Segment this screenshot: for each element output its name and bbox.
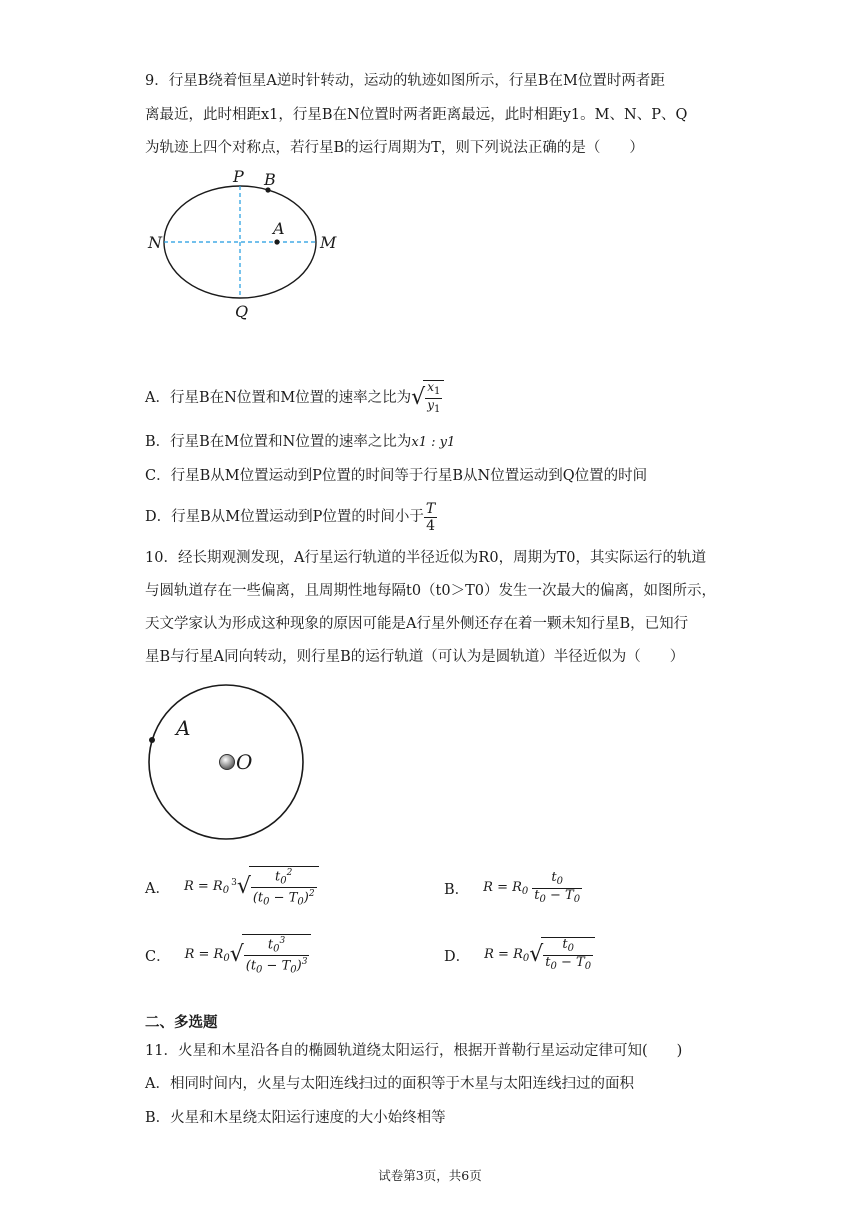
q10-option-c-label: C．: [145, 948, 171, 965]
q11-line-1: 11．火星和木星沿各自的椭圆轨道绕太阳运行，根据开普勒行星运动定律可知( ): [145, 1043, 683, 1059]
planet-a-dot: [149, 737, 155, 743]
q9-line-1: 9．行星B绕着恒星A逆时针转动，运动的轨迹如图所示，行星B在M位置时两者距: [145, 73, 665, 89]
q10-option-c: C． $R = R_0$ √ $\frac{t_0^3}{(t_0 - T_0)^3}$: [145, 930, 311, 980]
q10-option-b: B． $R = R_0$ $\frac{t_0}{t_0 - T_0}$: [444, 869, 581, 905]
q9-option-a-fraction: $\frac{x_1}{y_1}$: [427, 380, 441, 415]
q9-option-a-text: A．行星B在N位置和M位置的速率之比为: [145, 390, 412, 406]
q10-line-2: 与圆轨道存在一些偏离，且周期性地每隔t0（t0＞T0）发生一次最大的偏离，如图所示，: [145, 583, 716, 599]
label-p: P: [233, 167, 244, 186]
q9-orbit-figure: [140, 162, 350, 322]
center-body: [220, 755, 235, 770]
q10-line-1: 10．经长期观测发现，A行星运行轨道的半径近似为R0，周期为T0，其实际运行的轨道: [145, 550, 706, 566]
q10-option-a: A． $R = R_0$ 3 √ $\frac{t_0^2}{(t_0 - T_0)^2}$: [145, 862, 319, 912]
q9-option-a: [145, 378, 444, 418]
q9-option-d-text: D．行星B从M位置运动到P位置的时间小于: [145, 509, 424, 525]
q10-option-d-label: D．: [444, 948, 471, 965]
q10-line-3: 天文学家认为形成这种现象的原因可能是A行星外侧还存在着一颗未知行星B，已知行: [145, 616, 689, 632]
q9-option-d: [145, 497, 437, 537]
sqrt-symbol: √: [411, 385, 426, 410]
page-footer: 试卷第3页，共6页: [378, 1168, 482, 1183]
q9-option-b: [145, 432, 455, 453]
label-m: M: [320, 233, 337, 252]
q10-option-d: D． $R = R_0$ √ $\frac{t_0}{t_0 - T_0}$: [444, 932, 595, 978]
label-b: B: [264, 170, 276, 189]
q10-orbit-figure: [140, 678, 320, 848]
q9-option-c: C．行星B从M位置运动到P位置的时间等于行星B从N位置运动到Q位置的时间: [145, 468, 648, 484]
q9-option-b-text: B．行星B在M位置和N位置的速率之比为: [145, 434, 412, 450]
label-q: Q: [235, 302, 249, 321]
star-a-dot: [274, 239, 279, 244]
q11-option-b: B．火星和木星绕太阳运行速度的大小始终相等: [145, 1110, 446, 1126]
q10-option-a-label: A．: [145, 880, 170, 897]
label-a: A: [273, 219, 285, 238]
q9-line-2: 离最近，此时相距x1，行星B在N位置时两者距离最远，此时相距y1。M、N、P、Q: [145, 107, 688, 123]
q11-option-a: A．相同时间内，火星与太阳连线扫过的面积等于木星与太阳连线扫过的面积: [145, 1076, 634, 1092]
label-n: N: [148, 233, 162, 252]
q9-option-d-fraction: $\frac{T}{4}$: [425, 500, 436, 534]
q10-option-b-label: B．: [444, 881, 470, 898]
q10-line-4: 星B与行星A同向转动，则行星B的运行轨道（可认为是圆轨道）半径近似为（ ）: [145, 649, 685, 665]
section-title: 二、多选题: [145, 1014, 218, 1031]
q9-option-b-expr: x1 : y1: [411, 435, 456, 450]
q9-line-3: 为轨迹上四个对称点，若行星B的运行周期为T，则下列说法正确的是（ ）: [145, 140, 644, 156]
label-o: O: [236, 750, 253, 774]
label-a: A: [176, 716, 191, 740]
